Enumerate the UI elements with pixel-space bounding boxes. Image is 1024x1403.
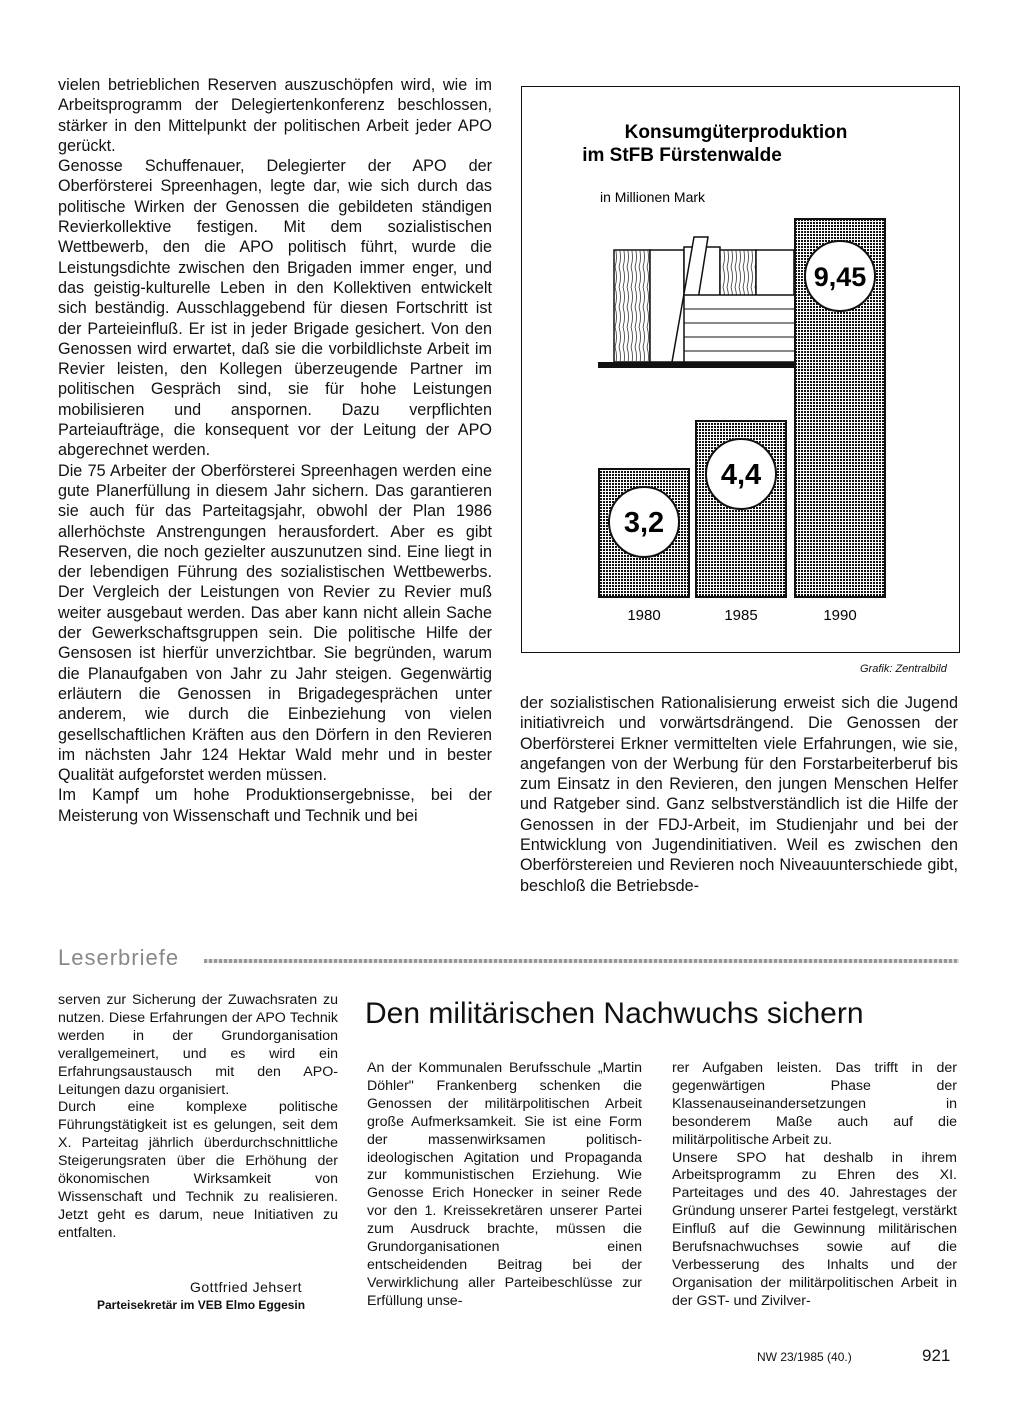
section-label: Leserbriefe [58,945,180,970]
article-column-right [520,693,958,896]
chart-title: Konsumgüterproduktion [624,122,848,143]
x-tick-label: 1980 [627,607,661,624]
article-column-left [58,75,492,826]
letter-paragraph: Durch eine komplexe politische Führungstätigkeit ist es gelungen, seit dem X. Parteitag jährlich überdurchschnittliche Steigerungsraten über die Erhöhung der ökonomischen Wirksamkeit von Wissenschaft und Technik zu realisieren. Jetzt geht es darum, neue Initiativen zu entfalten. [58,1099,338,1241]
bar-chart [522,87,959,652]
chart-ylabel: in Millionen Mark [600,189,706,205]
x-ticks-group [627,607,856,624]
letter-paragraph: serven zur Sicherung der Zuwachsraten zu nutzen. Diese Erfahrungen der APO Technik werden in der Grundorganisation verallgemeinert, und es wird ein Erfahrungsaustausch mit den APO-Leitungen dazu organisiert. [58,992,338,1098]
data-label: 4,4 [720,459,762,491]
letter-paragraph: rer Aufgaben leisten. Das trifft in der gegenwärtigen Phase der Klassenauseinandersetzungen in besonderem Maße auch auf die militärpolitische Arbeit zu. [672,1060,957,1148]
author-role: Parteisekretär im VEB Elmo Eggesin [97,1298,306,1312]
data-label: 3,2 [623,507,665,539]
author-name: Gottfried Jehsert [190,1279,302,1295]
chart-title-line2: im StFB Fürstenwalde [582,145,782,166]
x-tick-label: 1990 [823,607,857,624]
section-header [58,945,958,973]
letter2-column-right [672,1060,957,1311]
article-paragraph: vielen betrieblichen Reserven auszuschöpfen wird, wie im Arbeitsprogramm der Delegiertenkonferenz beschlossen, stärker in den Mittelpunkt der politischen Arbeit jeder APO gerückt. [58,76,492,155]
page-number: 921 [922,1346,951,1365]
article-paragraph: der sozialistischen Rationalisierung erweist sich die Jugend initiativreich und vorwärtsdrängend. Die Genossen der Oberförsterei Erkner vermittelten viele Erfahrungen, wie sie, angefangen von der Werbung für den Forstarbeiterberuf bis zum Einsatz in den Revieren, den jungen Menschen Helfer und Ratgeber sind. Ganz selbstverständlich ist die Hilfe der Genossen in der FDJ-Arbeit, im Studienjahr und bei der Entwicklung von Jugendinitiativen. Weil es zwischen den Oberförstereien und Revieren noch Niveauunterschiede gibt, beschloß die Betriebsde- [520,694,958,895]
letter-paragraph: An der Kommunalen Berufsschule „Martin Döhler" Frankenberg schenken die Genossen der militärpolitischen Arbeit große Aufmerksamkeit. Sie ist eine Form der massenwirksamen politisch-ideologischen Agitation und Propaganda zur kommunistischen Erziehung. Wie Genosse Erich Honecker in seiner Rede vor den 1. Kreissekretären unserer Partei zum Ausdruck brachte, müssen die Grundorganisationen einen entscheidenden Beitrag bei der Verwirklichung aller Parteibeschlüsse zur Erfüllung unse- [367,1060,642,1309]
letter-paragraph: Unsere SPO hat deshalb in ihrem Arbeitsprogramm zu Ehren des XI. Parteitages und des 40. Jahrestages der Gründung unserer Partei festgelegt, verstärkt Einfluß auf die Gewinnung militärischen Berufsnachwuchses sowie auf die Verbesserung des Inhalts und der Organisation der militärpolitischen Arbeit in der GST- und Zivilver- [672,1149,957,1309]
chart-frame [521,86,960,653]
issue-number: NW 23/1985 (40.) [757,1350,852,1364]
article-paragraph: Die 75 Arbeiter der Oberförsterei Spreenhagen werden eine gute Planerfüllung in diesem Jahr sichern. Das garantieren sie auch für das Parteitagsjahr, obwohl der Plan 1986 allerhöchste Anstrengungen herausfordert. Aber es gibt Reserven, die noch gezielter auszunutzen sind. Eine liegt in der lebendigen Führung des sozialistischen Wettbewerbs. Der Vergleich der Leistungen von Revier zu Revier muß weiter ausgebaut werden. Das aber kann nicht allein Sache der Gewerkschaftsgruppen sein. Die politische Hilfe der Gensosen ist hierfür unverzichtbar. Sie begründen, warum die Planaufgaben von Jahr zu Jahr steigen. Gegenwärtig erläutern die Genossen in Brigadegesprächen unter anderem, wie durch die Einbeziehung von vielen gesellschaftlichen Kräften aus den Dörfern in den Revieren im nächsten Jahr 124 Hektar Wald mehr und in bester Qualität aufgeforstet werden müssen. [58,461,492,785]
x-tick-label: 1985 [724,607,758,624]
wood-illustration [598,237,818,368]
data-label: 9,45 [813,262,867,292]
letter2-column-left [367,1060,642,1311]
article-paragraph: Im Kampf um hohe Produktionsergebnisse, bei der Meisterung von Wissenschaft und Technik und bei [58,786,492,825]
article-paragraph: Genosse Schuffenauer, Delegierter der APO der Oberförsterei Spreenhagen, legte dar, wie sich durch das politische Wirken der Genossen die gebildeten ständigen Revierkollektive festigen. Mit dem sozialistischen Wettbewerb, den die APO politisch führt, wurde die Leistungsdichte zwischen den Brigaden immer enger, und das geistig-kulturelle Leben in den Kollektiven entwickelt sich beständig. Ausschlaggebend für diesen Fortschritt ist der Parteieinfluß. Er ist in jeder Brigade gesichert. Von den Genossen wird erwartet, daß sie die vorbildlichste Arbeit im Revier leisten, den Kollegen überzeugende Partner im politischen Gespräch sind, sie für hohe Leistungen mobilisieren und anspornen. Dazu verpflichten Parteiaufträge, die konsequent vor der Leitung der APO abgerechnet werden. [58,157,492,460]
section-rule [204,959,959,963]
chart-credit: Grafik: Zentralbild [860,663,947,675]
letter1-column [58,992,338,1243]
letter2-headline: Den militärischen Nachwuchs sichern [365,997,864,1030]
